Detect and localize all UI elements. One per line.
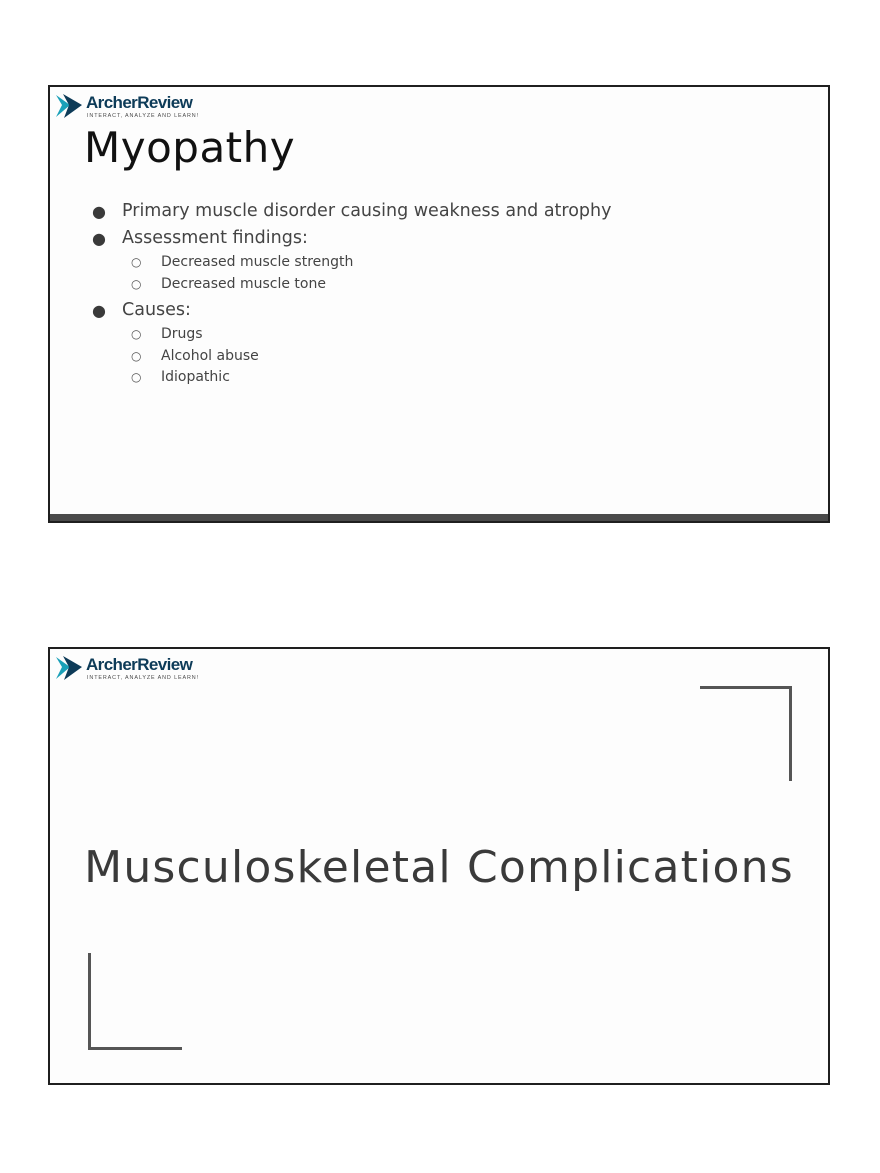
bullet-text: Assessment findings: bbox=[122, 228, 308, 248]
circle-bullet-icon: ○ bbox=[131, 276, 142, 291]
sub-bullet-list bbox=[122, 252, 612, 295]
slide-title: Myopathy bbox=[84, 123, 296, 172]
circle-bullet-icon: ○ bbox=[131, 348, 142, 363]
sub-bullet-item bbox=[131, 346, 651, 368]
bullet-item bbox=[92, 297, 612, 324]
archer-arrow-icon bbox=[55, 92, 85, 120]
slide-section-divider bbox=[48, 647, 830, 1085]
bullet-text: Causes: bbox=[122, 300, 191, 320]
brand-logo bbox=[55, 654, 205, 684]
section-title: Musculoskeletal Complications bbox=[84, 842, 794, 893]
archer-arrow-icon bbox=[55, 654, 85, 682]
bullet-item bbox=[92, 198, 612, 225]
brand-logo bbox=[55, 92, 205, 122]
circle-bullet-icon: ○ bbox=[131, 370, 142, 384]
sub-bullet-text: Idiopathic bbox=[161, 369, 230, 385]
sub-bullet-item bbox=[131, 367, 651, 389]
bullet-list bbox=[92, 198, 612, 391]
bullet-item bbox=[92, 225, 612, 252]
brand-name: ArcherReview bbox=[86, 655, 193, 674]
sub-bullet-item bbox=[131, 274, 651, 296]
sub-bullet-group bbox=[122, 252, 612, 295]
sub-bullet-item bbox=[131, 252, 651, 274]
corner-bracket-bottom-left bbox=[88, 953, 182, 1050]
sub-bullet-text: Drugs bbox=[161, 326, 203, 342]
sub-bullet-item bbox=[131, 324, 651, 346]
circle-bullet-icon: ○ bbox=[131, 327, 142, 341]
sub-bullet-text: Decreased muscle tone bbox=[161, 275, 326, 292]
sub-bullet-text: Alcohol abuse bbox=[161, 347, 259, 364]
sub-bullet-list bbox=[122, 324, 612, 389]
sub-bullet-group bbox=[122, 324, 612, 389]
brand-name: ArcherReview bbox=[86, 93, 193, 112]
corner-bracket-top-right bbox=[700, 686, 792, 781]
slide-footer-bar bbox=[50, 514, 828, 521]
brand-tagline: INTERACT, ANALYZE AND LEARN! bbox=[87, 675, 199, 681]
bullet-dot-icon: ● bbox=[92, 229, 106, 248]
slide-myopathy bbox=[48, 85, 830, 523]
bullet-dot-icon: ● bbox=[92, 202, 106, 221]
brand-tagline: INTERACT, ANALYZE AND LEARN! bbox=[87, 113, 199, 119]
bullet-dot-icon: ● bbox=[92, 301, 106, 320]
circle-bullet-icon: ○ bbox=[131, 255, 142, 269]
sub-bullet-text: Decreased muscle strength bbox=[161, 254, 354, 270]
bullet-text: Primary muscle disorder causing weakness and atrophy bbox=[122, 201, 612, 221]
